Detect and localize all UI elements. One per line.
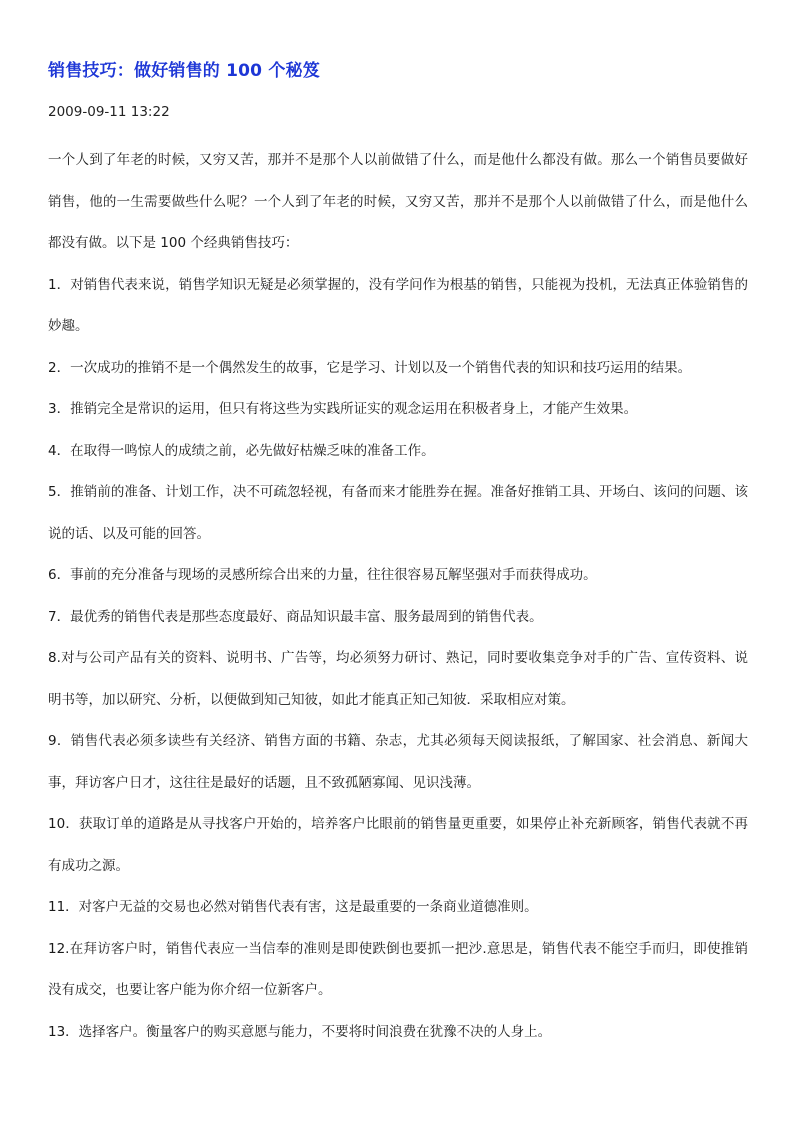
paragraph: 11．对客户无益的交易也必然对销售代表有害，这是最重要的一条商业道德准则。 — [48, 899, 538, 915]
paragraph: 4．在取得一鸣惊人的成绩之前，必先做好枯燥乏味的准备工作。 — [48, 442, 435, 459]
paragraph: 5．推销前的准备、计划工作，决不可疏忽轻视，有备而来才能胜券在握。准备好推销工具、开场白、该问的问题、该说的话、以及可能的回答。 — [48, 484, 748, 542]
paragraph: 13．选择客户。衡量客户的购买意愿与能力，不要将时间浪费在犹豫不决的人身上。 — [48, 1023, 552, 1040]
paragraph: 7．最优秀的销售代表是那些态度最好、商品知识最丰富、服务最周到的销售代表。 — [48, 608, 543, 625]
paragraph: 9．销售代表必须多读些有关经济、销售方面的书籍、杂志，尤其必须每天阅读报纸，了解国家、社会消息、新闻大事，拜访客户日才，这往往是最好的话题，且不致孤陋寡闻、见识浅薄。 — [48, 733, 748, 791]
paragraph: 1．对销售代表来说，销售学知识无疑是必须掌握的，没有学问作为根基的销售，只能视为投机，无法真正体验销售的妙趣。 — [48, 276, 748, 334]
paragraph: 6．事前的充分准备与现场的灵感所综合出来的力量，往往很容易瓦解坚强对手而获得成功。 — [48, 567, 597, 583]
paragraph: 10．获取订单的道路是从寻找客户开始的，培养客户比眼前的销售量更重要，如果停止补充新顾客，销售代表就不再有成功之源。 — [48, 816, 748, 874]
paragraph: 2．一次成功的推销不是一个偶然发生的故事，它是学习、计划以及一个销售代表的知识和技巧运用的结果。 — [48, 359, 692, 376]
article-date: 2009-09-11 13:22 — [48, 104, 170, 120]
paragraph: 3．推销完全是常识的运用，但只有将这些为实践所证实的观念运用在积极者身上，才能产生效果。 — [48, 401, 638, 417]
document-page — [48, 56, 748, 1053]
article-title: 销售技巧：做好销售的 100 个秘笈 — [48, 61, 320, 81]
paragraph: 12.在拜访客户时，销售代表应一当信奉的准则是即使跌倒也要抓一把沙.意思是，销售代表不能空手而归，即使推销没有成交，也要让客户能为你介绍一位新客户。 — [48, 940, 748, 998]
article-body — [48, 140, 748, 1053]
paragraph: 一个人到了年老的时候，又穷又苦，那并不是那个人以前做错了什么，而是他什么都没有做。那么一个销售员要做好销售，他的一生需要做些什么呢？一个人到了年老的时候，又穷又苦，那并不是那个人以前做错了什么，而是他什么都没有做。以下是 100 个经典销售技巧： — [48, 152, 748, 251]
paragraph: 8.对与公司产品有关的资料、说明书、广告等，均必须努力研讨、熟记，同时要收集竞争对手的广告、宣传资料、说明书等，加以研究、分析，以便做到知己知彼，如此才能真正知己知彼．采取相应对策。 — [48, 650, 748, 708]
